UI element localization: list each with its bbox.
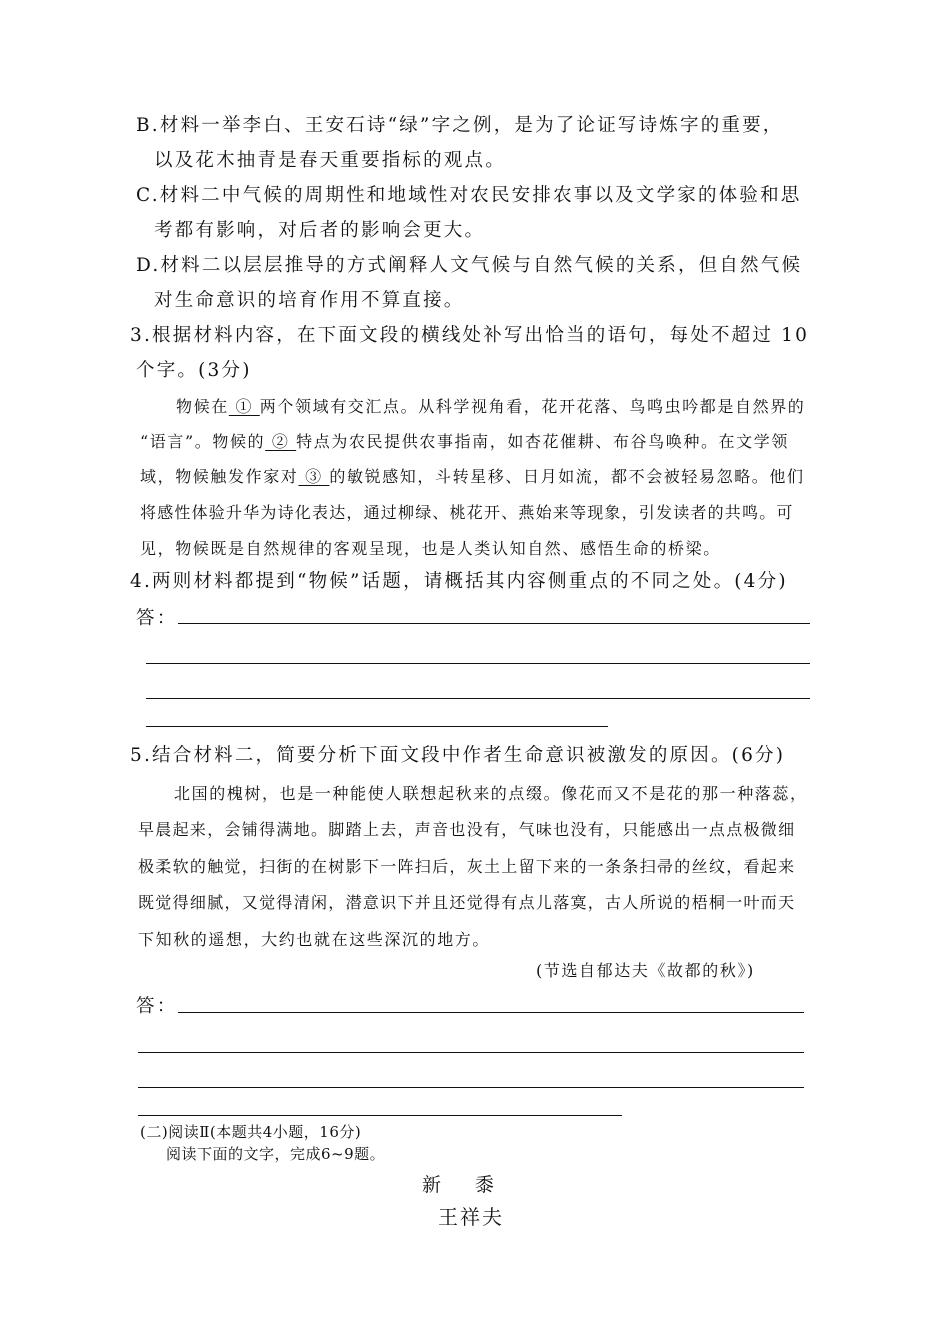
blank-2: ②	[265, 432, 297, 451]
q5-passage-line3: 极柔软的触觉，扫街的在树影下一阵扫后，灰土上留下来的一条条扫帚的丝纹，看起来	[138, 857, 796, 876]
q5-answer-line-1[interactable]	[178, 1012, 804, 1013]
q4-answer-line-4[interactable]	[146, 726, 608, 727]
option-c-line2: 考都有影响，对后者的影响会更大。	[154, 220, 486, 241]
q5-stem: 5.结合材料二，简要分析下面文段中作者生命意识被激发的原因。(6分)	[130, 745, 786, 766]
q5-passage-line1: 北国的槐树，也是一种能使人联想起秋来的点缀。像花而又不是花的那一种落蕊，	[174, 784, 808, 803]
q4-stem: 4.两则材料都提到“物候”话题，请概括其内容侧重点的不同之处。(4分)	[130, 571, 788, 592]
q3-passage-line5: 见，物候既是自然规律的客观呈现，也是人类认知自然、感悟生命的桥梁。	[140, 539, 721, 558]
q3-passage-line4: 将感性体验升华为诗化表达，通过柳绿、桃花开、燕始来等现象，引发读者的共鸣。可	[140, 503, 794, 522]
option-b-line1: B.材料一举李白、王安石诗“绿”字之例，是为了论证写诗炼字的重要，	[136, 115, 784, 136]
q5-passage-line4: 既觉得细腻，又觉得清闲，潜意识下并且还觉得有点儿落寞，古人所说的梧桐一叶而天	[138, 893, 796, 912]
q3-passage-line2: “语言”。物候的 ② 特点为农民提供农事指南，如杏花催耕、布谷鸟唤种。在文学领	[140, 432, 789, 451]
story-author: 王祥夫	[438, 1205, 504, 1229]
q3-passage-line3: 域，物候触发作家对 ③ 的敏锐感知，斗转星移、日月如流，都不会被轻易忽略。他们	[140, 467, 805, 486]
q3-stem-line1: 3.根据材料内容，在下面文段的横线处补写出恰当的语句，每处不超过 10	[130, 325, 810, 346]
q4-answer-line-1[interactable]	[178, 623, 810, 624]
q3-passage-line1: 物候在 ① 两个领域有交汇点。从科学视角看，花开花落、鸟鸣虫吟都是自然界的	[176, 397, 806, 416]
q5-passage-line2: 早晨起来，会铺得满地。脚踏上去，声音也没有，气味也没有，只能感出一点点极微细	[138, 820, 796, 839]
q5-passage-line5: 下知秋的遥想，大约也就在这些深沉的地方。	[138, 930, 491, 949]
blank-3: ③	[298, 467, 330, 486]
q5-answer-line-2[interactable]	[138, 1052, 804, 1053]
q5-source: (节选自郁达夫《故都的秋》)	[536, 961, 755, 980]
q4-answer-label: 答：	[136, 608, 178, 629]
q3-stem-line2: 个字。(3分)	[136, 360, 252, 381]
q5-answer-label: 答：	[136, 996, 178, 1017]
q5-answer-line-4[interactable]	[138, 1115, 622, 1116]
section2-instruction: 阅读下面的文字，完成6~9题。	[166, 1145, 386, 1163]
option-c-line1: C.材料二中气候的周期性和地域性对农民安排农事以及文学家的体验和思	[136, 185, 802, 206]
story-title: 新 黍	[422, 1174, 509, 1196]
q5-answer-line-3[interactable]	[138, 1087, 804, 1088]
q4-answer-line-3[interactable]	[146, 698, 810, 699]
option-d-line1: D.材料二以层层推导的方式阐释人文气候与自然气候的关系，但自然气候	[136, 255, 803, 276]
option-b-line2: 以及花木抽青是春天重要指标的观点。	[154, 150, 506, 171]
section2-heading: (二)阅读Ⅱ(本题共4小题，16分)	[140, 1123, 362, 1141]
q4-answer-line-2[interactable]	[146, 663, 810, 664]
blank-1: ①	[228, 397, 260, 416]
option-d-line2: 对生命意识的培育作用不算直接。	[154, 290, 465, 311]
